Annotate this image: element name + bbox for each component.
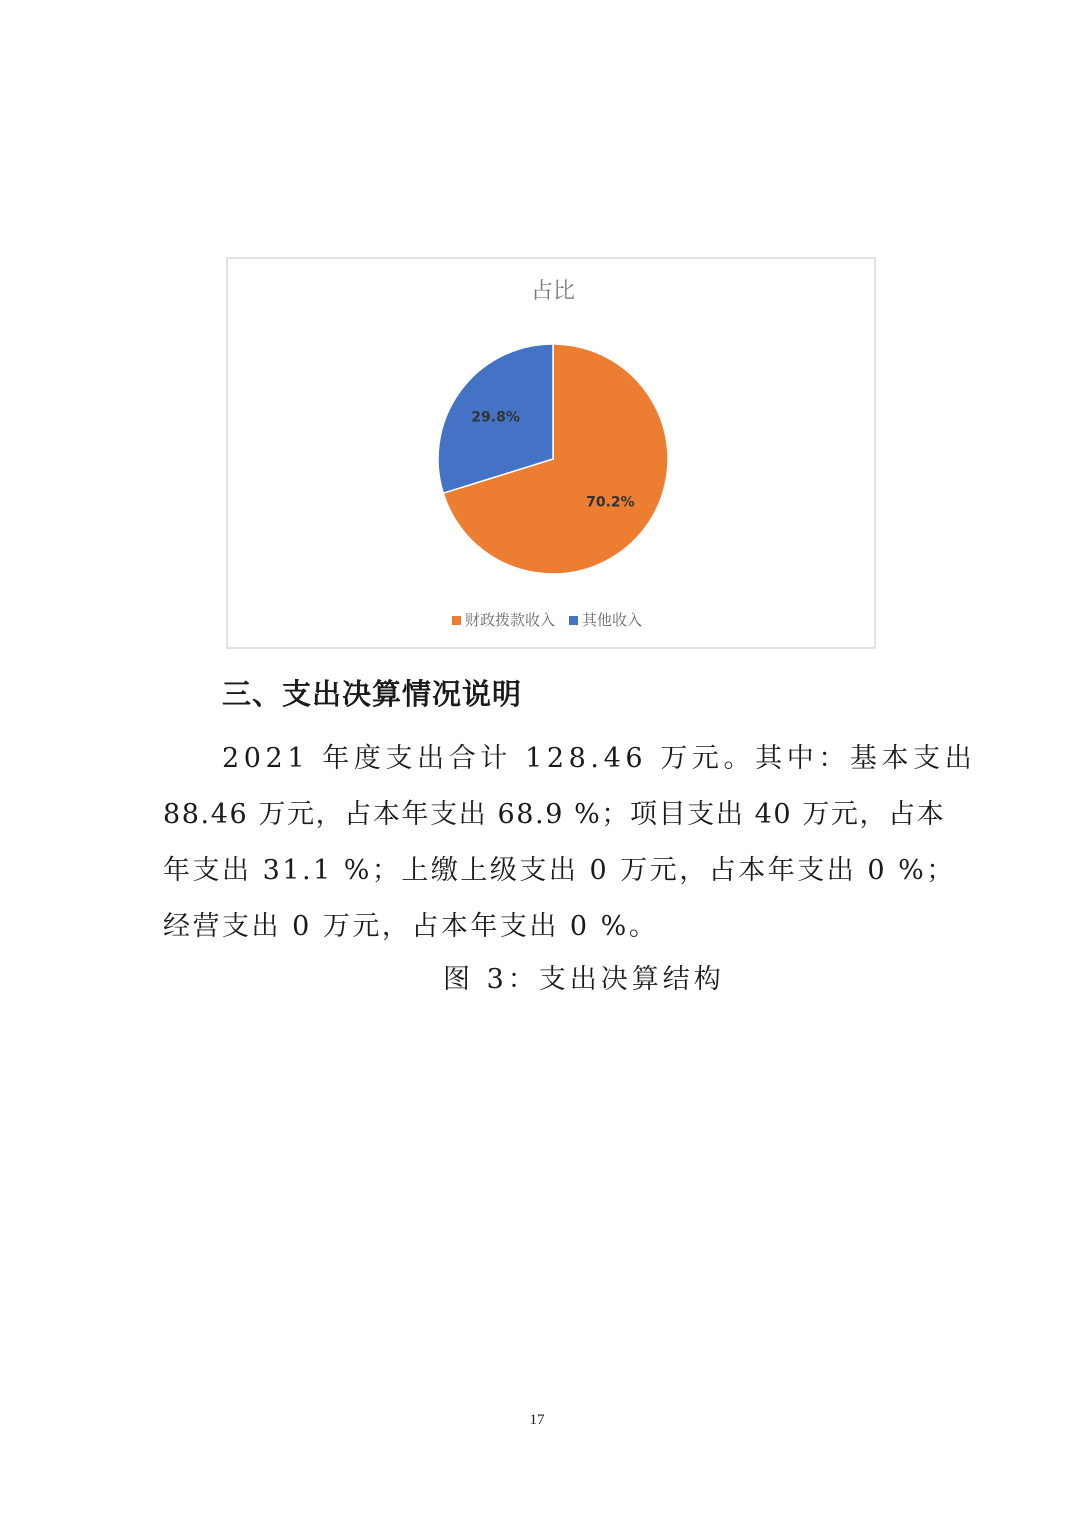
paragraph-line-1: 2021 年度支出合计 128.46 万元。其中：基本支出 bbox=[222, 743, 977, 774]
figure-caption: 图 3：支出决算结构 bbox=[443, 964, 725, 995]
paragraph-line-3: 年支出 31.1 %；上缴上级支出 0 万元，占本年支出 0 %； bbox=[163, 855, 956, 886]
paragraph-line-2: 88.46 万元，占本年支出 68.9 %；项目支出 40 万元，占本 bbox=[163, 799, 946, 830]
data-label-1: 70.2% bbox=[586, 494, 635, 511]
page-number: 17 bbox=[529, 1412, 545, 1428]
legend-swatch-2 bbox=[569, 616, 578, 625]
chart-title: 占比 bbox=[530, 279, 576, 304]
legend-swatch-1 bbox=[452, 616, 461, 625]
pie-chart bbox=[228, 259, 878, 651]
paragraph-line-4: 经营支出 0 万元，占本年支出 0 %。 bbox=[163, 911, 659, 942]
legend-label-2: 其他收入 bbox=[582, 611, 643, 629]
pie-chart-panel bbox=[226, 257, 876, 649]
legend-label-1: 财政拨款收入 bbox=[465, 611, 556, 629]
section-heading: 三、支出决算情况说明 bbox=[222, 677, 523, 711]
data-label-2: 29.8% bbox=[471, 409, 520, 426]
